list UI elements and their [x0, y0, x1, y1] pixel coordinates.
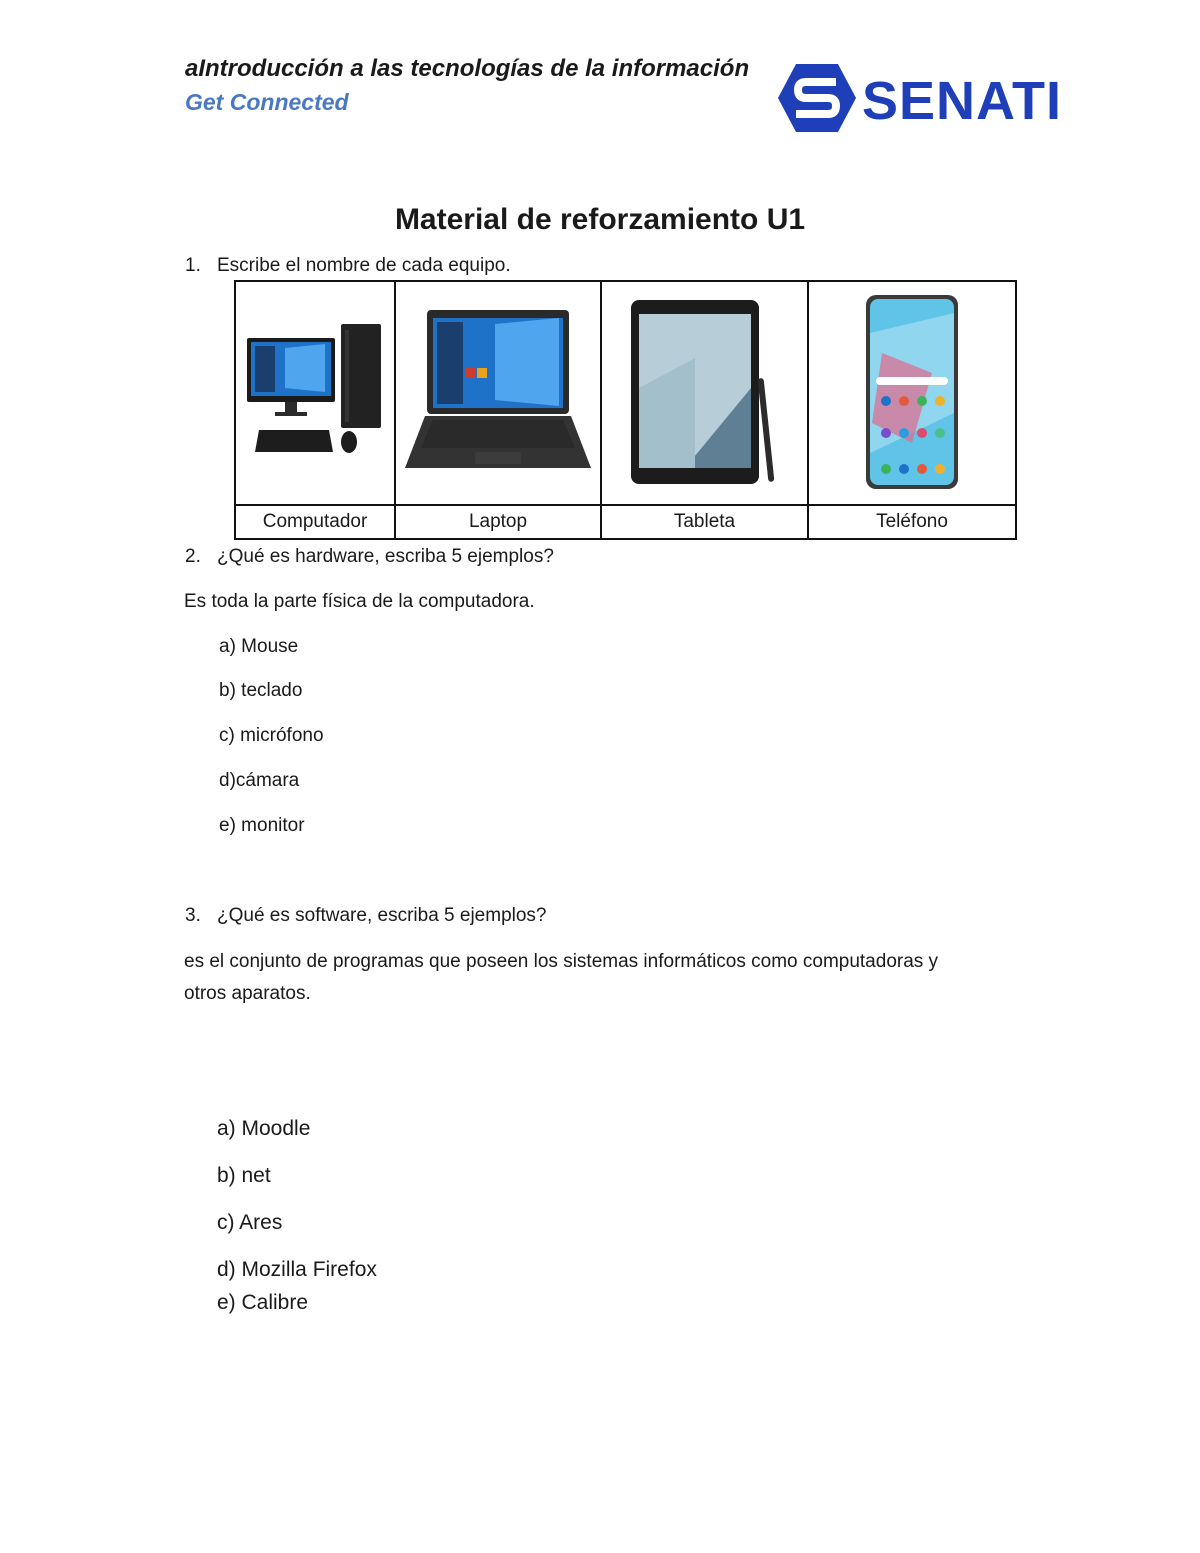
desktop-computer-icon [245, 318, 385, 468]
question-3 [185, 905, 547, 927]
list-item: a) Mouse [219, 636, 299, 657]
device-image-cell [808, 281, 1016, 505]
device-label: Computador [235, 505, 395, 539]
list-item: a) Moodle [217, 1117, 311, 1140]
device-image-cell [235, 281, 395, 505]
logo-text: SENATI [862, 71, 1063, 131]
list-item: c) Ares [217, 1211, 283, 1234]
smartphone-icon [862, 293, 962, 493]
page-title: Material de reforzamiento U1 [394, 203, 806, 236]
list-item: e) Calibre [217, 1291, 309, 1314]
list-item: d) Mozilla Firefox [217, 1258, 377, 1281]
device-label: Teléfono [808, 505, 1016, 539]
question-text: ¿Qué es software, escriba 5 ejemplos? [217, 905, 547, 926]
question-2 [185, 546, 554, 568]
list-item: b) net [217, 1164, 271, 1187]
question-text: Escribe el nombre de cada equipo. [217, 255, 511, 276]
list-item: e) monitor [219, 815, 305, 836]
question-number: 2. [185, 546, 201, 567]
tablet-icon [625, 298, 785, 488]
list-item: b) teclado [219, 680, 303, 701]
answer-text: Es toda la parte física de la computadora. [184, 591, 535, 612]
device-image-cell [395, 281, 601, 505]
senati-logo-icon [776, 62, 858, 134]
course-title: aIntroducción a las tecnologías de la información [185, 55, 750, 82]
answer-text: es el conjunto de programas que poseen los sistemas informáticos como computadoras y [184, 951, 939, 972]
device-table [234, 280, 1017, 540]
list-item: c) micrófono [219, 725, 324, 746]
question-text: ¿Qué es hardware, escriba 5 ejemplos? [217, 546, 554, 567]
tagline: Get Connected [185, 89, 349, 115]
laptop-icon [403, 308, 593, 478]
device-label: Laptop [395, 505, 601, 539]
list-item: d)cámara [219, 770, 300, 791]
question-1 [185, 255, 511, 277]
device-label: Tableta [601, 505, 808, 539]
device-image-cell [601, 281, 808, 505]
answer-text: otros aparatos. [184, 983, 311, 1004]
question-number: 1. [185, 255, 201, 276]
question-number: 3. [185, 905, 201, 926]
